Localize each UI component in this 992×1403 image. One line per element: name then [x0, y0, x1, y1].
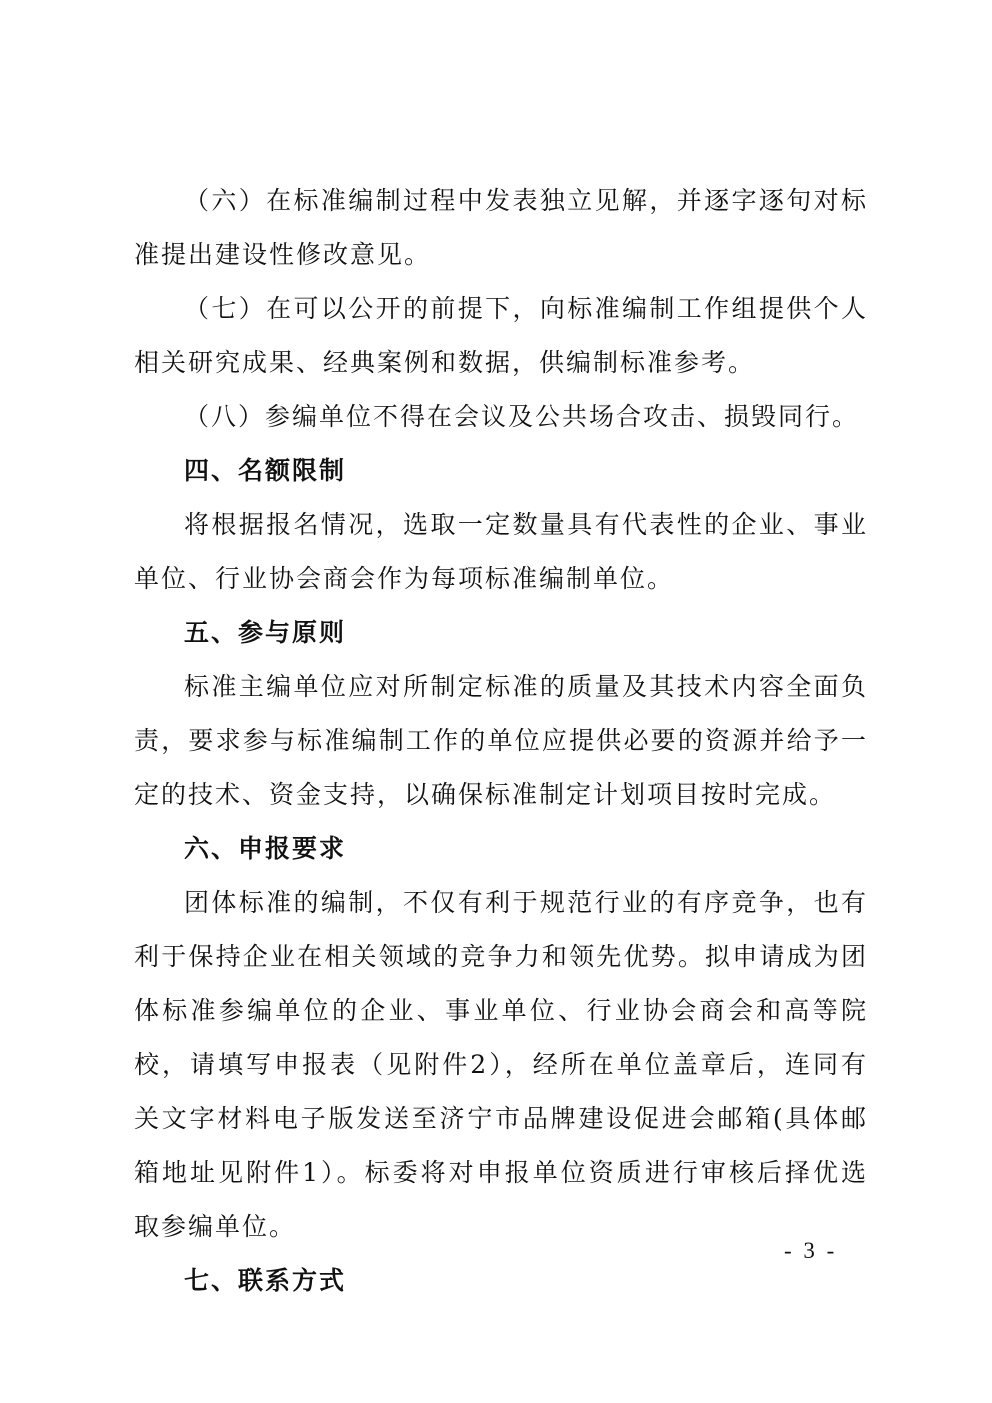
- paragraph-requirements: 团体标准的编制，不仅有利于规范行业的有序竞争，也有利于保持企业在相关领域的竞争力和领先优势。拟申请成为团体标准参编单位的企业、事业单位、行业协会商会和高等院校，请填写申报表（见附件2），经所在单位盖章后，连同有关文字材料电子版发送至济宁市品牌建设促进会邮箱(具体邮箱地址见附件1）。标委将对申报单位资质进行审核后择优选取参编单位。: [134, 888, 868, 1241]
- section-heading-quota: 四、名额限制: [184, 456, 347, 485]
- paragraph-principles: 标准主编单位应对所制定标准的质量及其技术内容全面负责，要求参与标准编制工作的单位应提供必要的资源并给予一定的技术、资金支持，以确保标准制定计划项目按时完成。: [134, 672, 868, 809]
- document-body: [134, 174, 868, 1308]
- paragraph-item-8: （八）参编单位不得在会议及公共场合攻击、损毁同行。: [184, 402, 860, 431]
- paragraph-item-7: （七）在可以公开的前提下，向标准编制工作组提供个人相关研究成果、经典案例和数据，供编制标准参考。: [134, 294, 868, 377]
- section-heading-principles: 五、参与原则: [184, 618, 347, 647]
- paragraph-quota: 将根据报名情况，选取一定数量具有代表性的企业、事业单位、行业协会商会作为每项标准编制单位。: [134, 510, 868, 593]
- page-number: - 3 -: [784, 1238, 838, 1263]
- paragraph-item-6: （六）在标准编制过程中发表独立见解，并逐字逐句对标准提出建设性修改意见。: [134, 186, 868, 269]
- section-heading-requirements: 六、申报要求: [184, 834, 347, 863]
- section-heading-contact: 七、联系方式: [184, 1266, 347, 1295]
